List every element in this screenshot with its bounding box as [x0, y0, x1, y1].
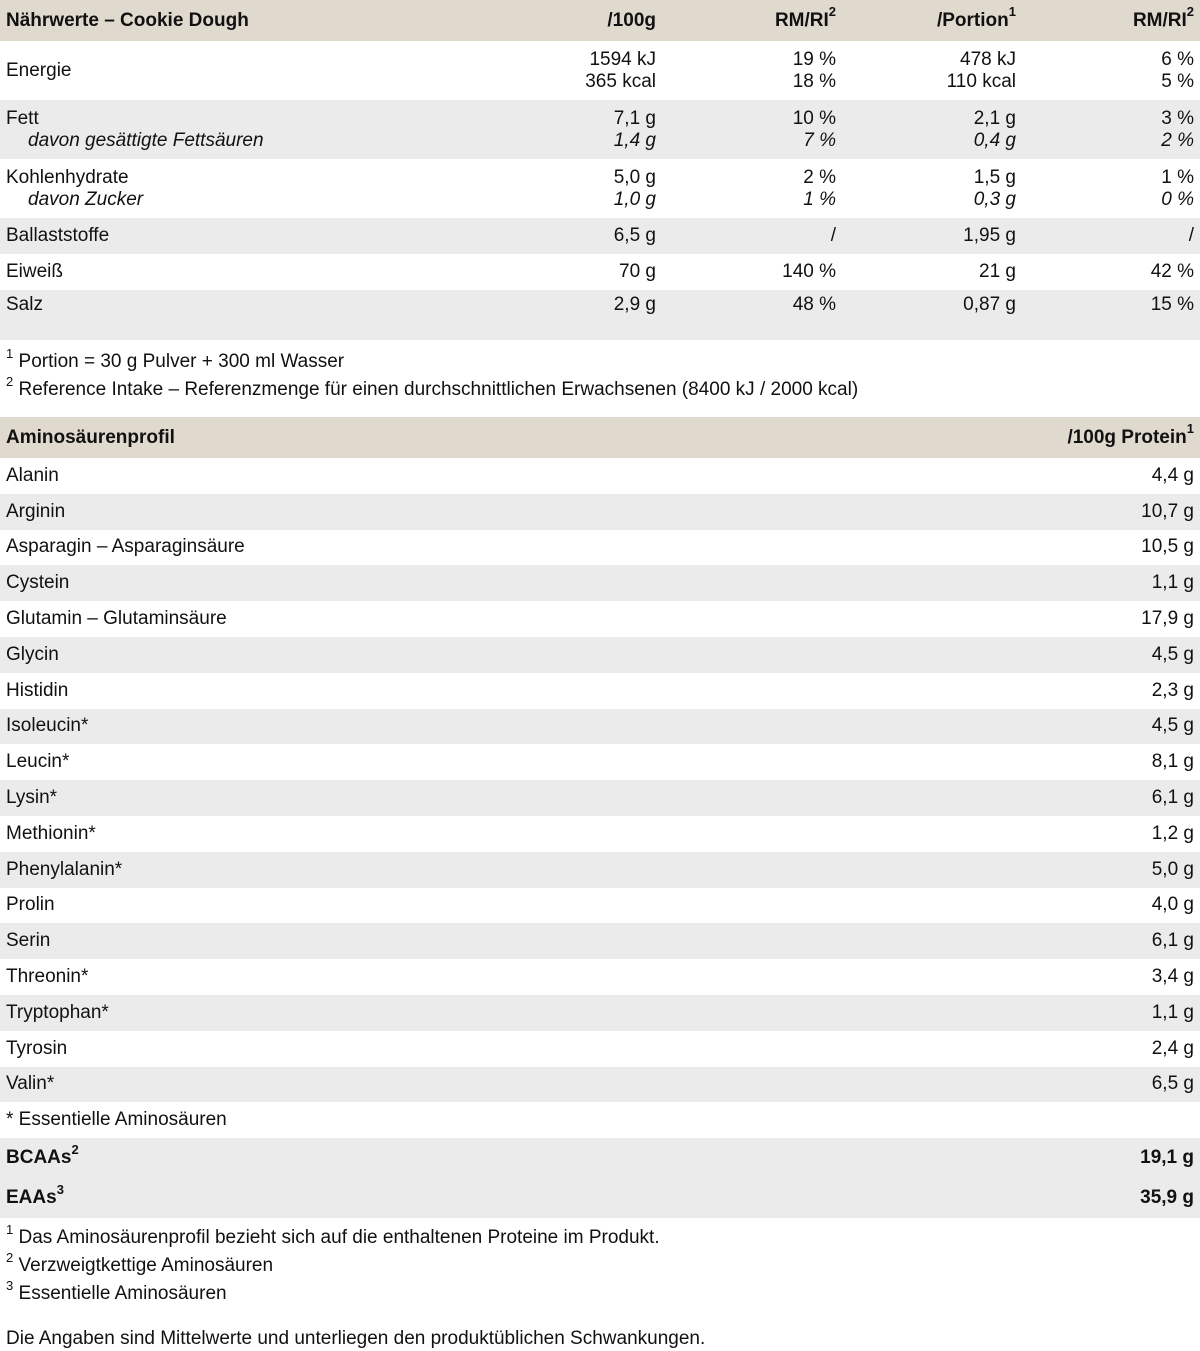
amino-value: 4,4 g	[1151, 464, 1194, 486]
amino-row	[0, 709, 1200, 745]
nutrition-value: 2,9 g	[480, 290, 662, 340]
amino-row	[0, 637, 1200, 673]
footnote: $^1$ Das Aminosäurenprofil bezieht sich auf die enthaltenen Proteine im Produkt.	[6, 1221, 660, 1249]
nutrition-value: 140 %	[782, 261, 836, 282]
footnote: $^1$ Portion = 30 g Pulver + 300 ml Wasser	[6, 345, 345, 372]
amino-value: 4,0 g	[1151, 894, 1194, 916]
amino-header-value: /100g Protein$^1$	[900, 417, 1200, 458]
amino-row	[0, 673, 1200, 709]
amino-value: 4,5 g	[900, 637, 1200, 673]
nutrition-value: 7,1 g 1,4 g	[480, 100, 662, 159]
amino-name: Threonin*	[6, 966, 89, 988]
amino-row	[0, 458, 1200, 494]
amino-value: 10,7 g	[900, 494, 1200, 530]
nutrition-value: 478 kJ 110 kcal	[946, 48, 1016, 92]
nutrition-row-energie	[0, 41, 1200, 100]
nutrition-value: 10 % 7 %	[662, 100, 842, 159]
eaa-row	[0, 1178, 1200, 1218]
disclaimer: Die Angaben sind Mittelwerte und unterliegen den produktüblichen Schwankungen.	[6, 1328, 706, 1350]
nutrition-value: 3 % 2 %	[1022, 100, 1200, 159]
amino-name: Tryptophan*	[0, 995, 900, 1031]
amino-name: Asparagin – Asparaginsäure	[6, 536, 245, 558]
eaa-label: EAAs$^3$	[0, 1178, 900, 1218]
nutrition-value: 2 % 1 %	[803, 166, 836, 210]
nutrition-value: 21 g	[979, 261, 1016, 282]
nutrition-row-kohlenhydrate	[0, 159, 1200, 218]
nutrition-header-name: Nährwerte – Cookie Dough	[0, 0, 480, 41]
amino-value: 1,1 g	[900, 995, 1200, 1031]
bcaa-label: BCAAs$^2$	[0, 1138, 900, 1178]
footnote: $^2$ Reference Intake – Referenzmenge für einen durchschnittlichen Erwachsenen (8400 kJ / 2000 kcal)	[6, 373, 859, 400]
amino-row	[0, 494, 1200, 530]
amino-acid-table	[0, 417, 1200, 1218]
nutrition-value: 1,95 g	[842, 218, 1022, 254]
amino-row	[0, 816, 1200, 852]
footnote: $^2$ Verzweigtkettige Aminosäuren	[6, 1249, 274, 1277]
amino-name: Glycin	[0, 637, 900, 673]
nutrition-value: 6,5 g	[480, 218, 662, 254]
nutrition-header-per100: /100g	[480, 0, 662, 41]
amino-name: Tyrosin	[6, 1037, 68, 1059]
nutrition-row-ballaststoffe	[0, 218, 1200, 254]
nutrition-value: 6 % 5 %	[1161, 48, 1194, 92]
amino-row	[0, 852, 1200, 888]
nutrition-header-portion: /Portion$^1$	[842, 0, 1022, 41]
amino-value: 10,5 g	[1141, 536, 1194, 558]
amino-name: Prolin	[6, 894, 55, 916]
amino-row	[0, 923, 1200, 959]
amino-row	[0, 959, 1200, 995]
essential-note: * Essentielle Aminosäuren	[0, 1102, 1200, 1138]
nutrition-header-rmri-portion: $RM/RI^2$	[1022, 0, 1200, 41]
nutrition-value: 1594 kJ 365 kcal	[585, 48, 656, 92]
nutrition-row-fett	[0, 100, 1200, 159]
amino-row	[0, 1031, 1200, 1067]
amino-name: Methionin*	[6, 822, 96, 844]
amino-footnotes	[0, 1218, 1200, 1308]
amino-name: Cystein	[0, 565, 900, 601]
amino-value: 8,1 g	[1151, 751, 1194, 773]
amino-value: 6,1 g	[900, 780, 1200, 816]
footnote: $^3$ Essentielle Aminosäuren	[6, 1277, 227, 1305]
amino-name: Isoleucin*	[0, 709, 900, 745]
nutrition-label: Energie	[6, 59, 72, 81]
eaa-value: 35,9 g	[900, 1178, 1200, 1218]
nutrition-value: 19 % 18 %	[792, 48, 836, 92]
nutrition-row-salz	[0, 290, 1200, 340]
amino-row	[0, 1067, 1200, 1103]
nutrition-value: 42 %	[1150, 261, 1194, 282]
bcaa-row	[0, 1138, 1200, 1178]
amino-header-name: Aminosäurenprofil	[0, 417, 900, 458]
amino-value: 6,1 g	[900, 923, 1200, 959]
nutrition-value: 5,0 g 1,0 g	[613, 166, 656, 210]
nutrition-label: Ballaststoffe	[0, 218, 480, 254]
amino-row	[0, 565, 1200, 601]
nutrition-value: 1,5 g 0,3 g	[973, 166, 1016, 210]
nutrition-value: 1 % 0 %	[1161, 166, 1194, 210]
nutrition-footnotes	[0, 340, 1200, 417]
nutrition-value: /	[1022, 218, 1200, 254]
amino-row	[0, 744, 1200, 780]
amino-value: 17,9 g	[1141, 608, 1194, 630]
bcaa-value: 19,1 g	[900, 1138, 1200, 1178]
amino-name: Phenylalanin*	[0, 852, 900, 888]
nutrition-header-rmri-100: $RM/RI^2$	[662, 0, 842, 41]
amino-row	[0, 995, 1200, 1031]
nutrition-value: /	[662, 218, 842, 254]
nutrition-value: 70 g	[619, 261, 656, 282]
amino-name: Lysin*	[0, 780, 900, 816]
amino-value: 2,3 g	[1151, 679, 1194, 701]
amino-name: Arginin	[0, 494, 900, 530]
nutrition-value: 0,87 g	[842, 290, 1022, 340]
amino-header-row	[0, 417, 1200, 458]
nutrition-label: Fett davon gesättigte Fettsäuren	[0, 100, 480, 159]
amino-value: 4,5 g	[900, 709, 1200, 745]
amino-name: Valin*	[0, 1067, 900, 1103]
essential-note-row	[0, 1102, 1200, 1138]
nutrition-header-row	[0, 0, 1200, 41]
amino-value: 5,0 g	[900, 852, 1200, 888]
amino-value: 6,5 g	[900, 1067, 1200, 1103]
amino-row	[0, 601, 1200, 637]
amino-value: 2,4 g	[1151, 1037, 1194, 1059]
nutrition-value: 2,1 g 0,4 g	[842, 100, 1022, 159]
amino-value: 1,1 g	[900, 565, 1200, 601]
amino-name: Leucin*	[6, 751, 70, 773]
nutrition-label: Kohlenhydrate davon Zucker	[6, 166, 144, 210]
amino-name: Histidin	[6, 679, 69, 701]
amino-name: Glutamin – Glutaminsäure	[6, 608, 227, 630]
amino-name: Alanin	[6, 464, 59, 486]
amino-row	[0, 530, 1200, 566]
nutrition-value: 15 %	[1022, 290, 1200, 340]
nutrition-value: 48 %	[662, 290, 842, 340]
nutrition-row-eiweiss	[0, 254, 1200, 290]
amino-row	[0, 888, 1200, 924]
nutrition-label: Salz	[0, 290, 480, 340]
amino-value: 3,4 g	[1151, 966, 1194, 988]
nutrition-label: Eiweiß	[6, 261, 64, 282]
amino-row	[0, 780, 1200, 816]
amino-name: Serin	[0, 923, 900, 959]
nutrition-table	[0, 0, 1200, 340]
amino-value: 1,2 g	[1151, 822, 1194, 844]
